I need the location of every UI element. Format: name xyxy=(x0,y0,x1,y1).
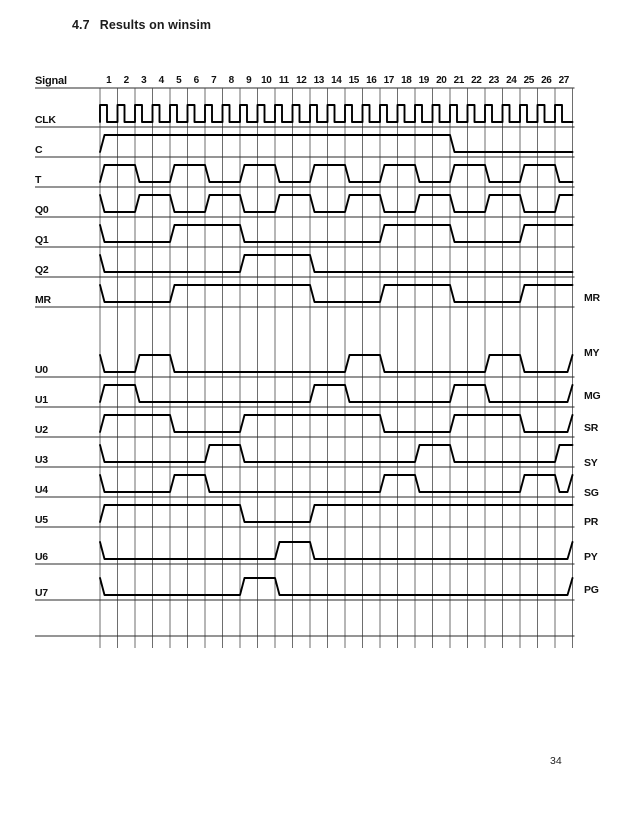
cycle-number-14: 14 xyxy=(331,75,342,86)
right-label-MG: MG xyxy=(584,390,601,402)
cycle-number-4: 4 xyxy=(158,75,164,86)
cycle-number-21: 21 xyxy=(453,75,464,86)
section-number: 4.7 xyxy=(72,18,90,32)
signal-label-CLK: CLK xyxy=(35,114,56,126)
waveform-U2 xyxy=(100,415,573,432)
cycle-number-9: 9 xyxy=(246,75,252,86)
signal-label-U2: U2 xyxy=(35,424,48,436)
signal-label-U0: U0 xyxy=(35,364,48,376)
signal-label-U3: U3 xyxy=(35,454,48,466)
cycle-number-24: 24 xyxy=(506,75,517,86)
right-label-SR: SR xyxy=(584,422,598,434)
signal-label-Q0: Q0 xyxy=(35,204,49,216)
cycle-number-25: 25 xyxy=(523,75,534,86)
right-label-MR: MR xyxy=(584,292,600,304)
waveform-T xyxy=(100,165,573,182)
cycle-number-27: 27 xyxy=(558,75,569,86)
waveform-Q2 xyxy=(100,255,573,272)
waveform-C xyxy=(100,135,573,152)
signal-label-C: C xyxy=(35,144,43,156)
cycle-number-22: 22 xyxy=(471,75,482,86)
cycle-number-10: 10 xyxy=(261,75,272,86)
signal-label-U5: U5 xyxy=(35,514,48,526)
waveform-U3 xyxy=(100,445,573,462)
waveform-U5 xyxy=(100,505,573,522)
waveform-Q1 xyxy=(100,225,573,242)
right-label-PG: PG xyxy=(584,584,599,596)
cycle-number-11: 11 xyxy=(278,75,289,86)
signal-label-U1: U1 xyxy=(35,394,48,406)
cycle-number-2: 2 xyxy=(123,75,129,86)
cycle-number-5: 5 xyxy=(176,75,182,86)
signal-label-Q1: Q1 xyxy=(35,234,49,246)
signal-label-T: T xyxy=(35,174,42,186)
waveform-U1 xyxy=(100,385,573,402)
waveform-U6 xyxy=(100,542,573,559)
signal-label-MR: MR xyxy=(35,294,51,306)
right-label-SY: SY xyxy=(584,457,598,469)
right-label-PR: PR xyxy=(584,516,598,528)
cycle-number-7: 7 xyxy=(211,75,217,86)
signal-label-U6: U6 xyxy=(35,551,48,563)
signal-column-header: Signal xyxy=(35,75,67,87)
cycle-number-1: 1 xyxy=(106,75,112,86)
waveform-CLK xyxy=(100,105,573,122)
waveform-U0 xyxy=(100,355,573,372)
cycle-number-13: 13 xyxy=(313,75,324,86)
waveform-U7 xyxy=(100,578,573,595)
signal-label-Q2: Q2 xyxy=(35,264,49,276)
cycle-number-16: 16 xyxy=(366,75,377,86)
cycle-number-19: 19 xyxy=(418,75,429,86)
cycle-number-6: 6 xyxy=(193,75,199,86)
cycle-number-3: 3 xyxy=(141,75,147,86)
waveform-MR xyxy=(100,285,573,302)
section-heading-text: Results on winsim xyxy=(99,18,212,32)
signal-label-U4: U4 xyxy=(35,484,48,496)
right-label-PY: PY xyxy=(584,551,598,563)
cycle-number-17: 17 xyxy=(383,75,394,86)
cycle-number-15: 15 xyxy=(348,75,359,86)
page-number: 34 xyxy=(550,755,562,767)
cycle-number-20: 20 xyxy=(436,75,447,86)
right-label-MY: MY xyxy=(584,347,600,359)
waveform-Q0 xyxy=(100,195,573,212)
cycle-number-8: 8 xyxy=(228,75,234,86)
signal-label-U7: U7 xyxy=(35,587,48,599)
cycle-number-12: 12 xyxy=(296,75,307,86)
right-label-SG: SG xyxy=(584,487,599,499)
cycle-number-23: 23 xyxy=(488,75,499,86)
waveform-U4 xyxy=(100,475,573,492)
cycle-number-26: 26 xyxy=(541,75,552,86)
cycle-number-18: 18 xyxy=(401,75,412,86)
